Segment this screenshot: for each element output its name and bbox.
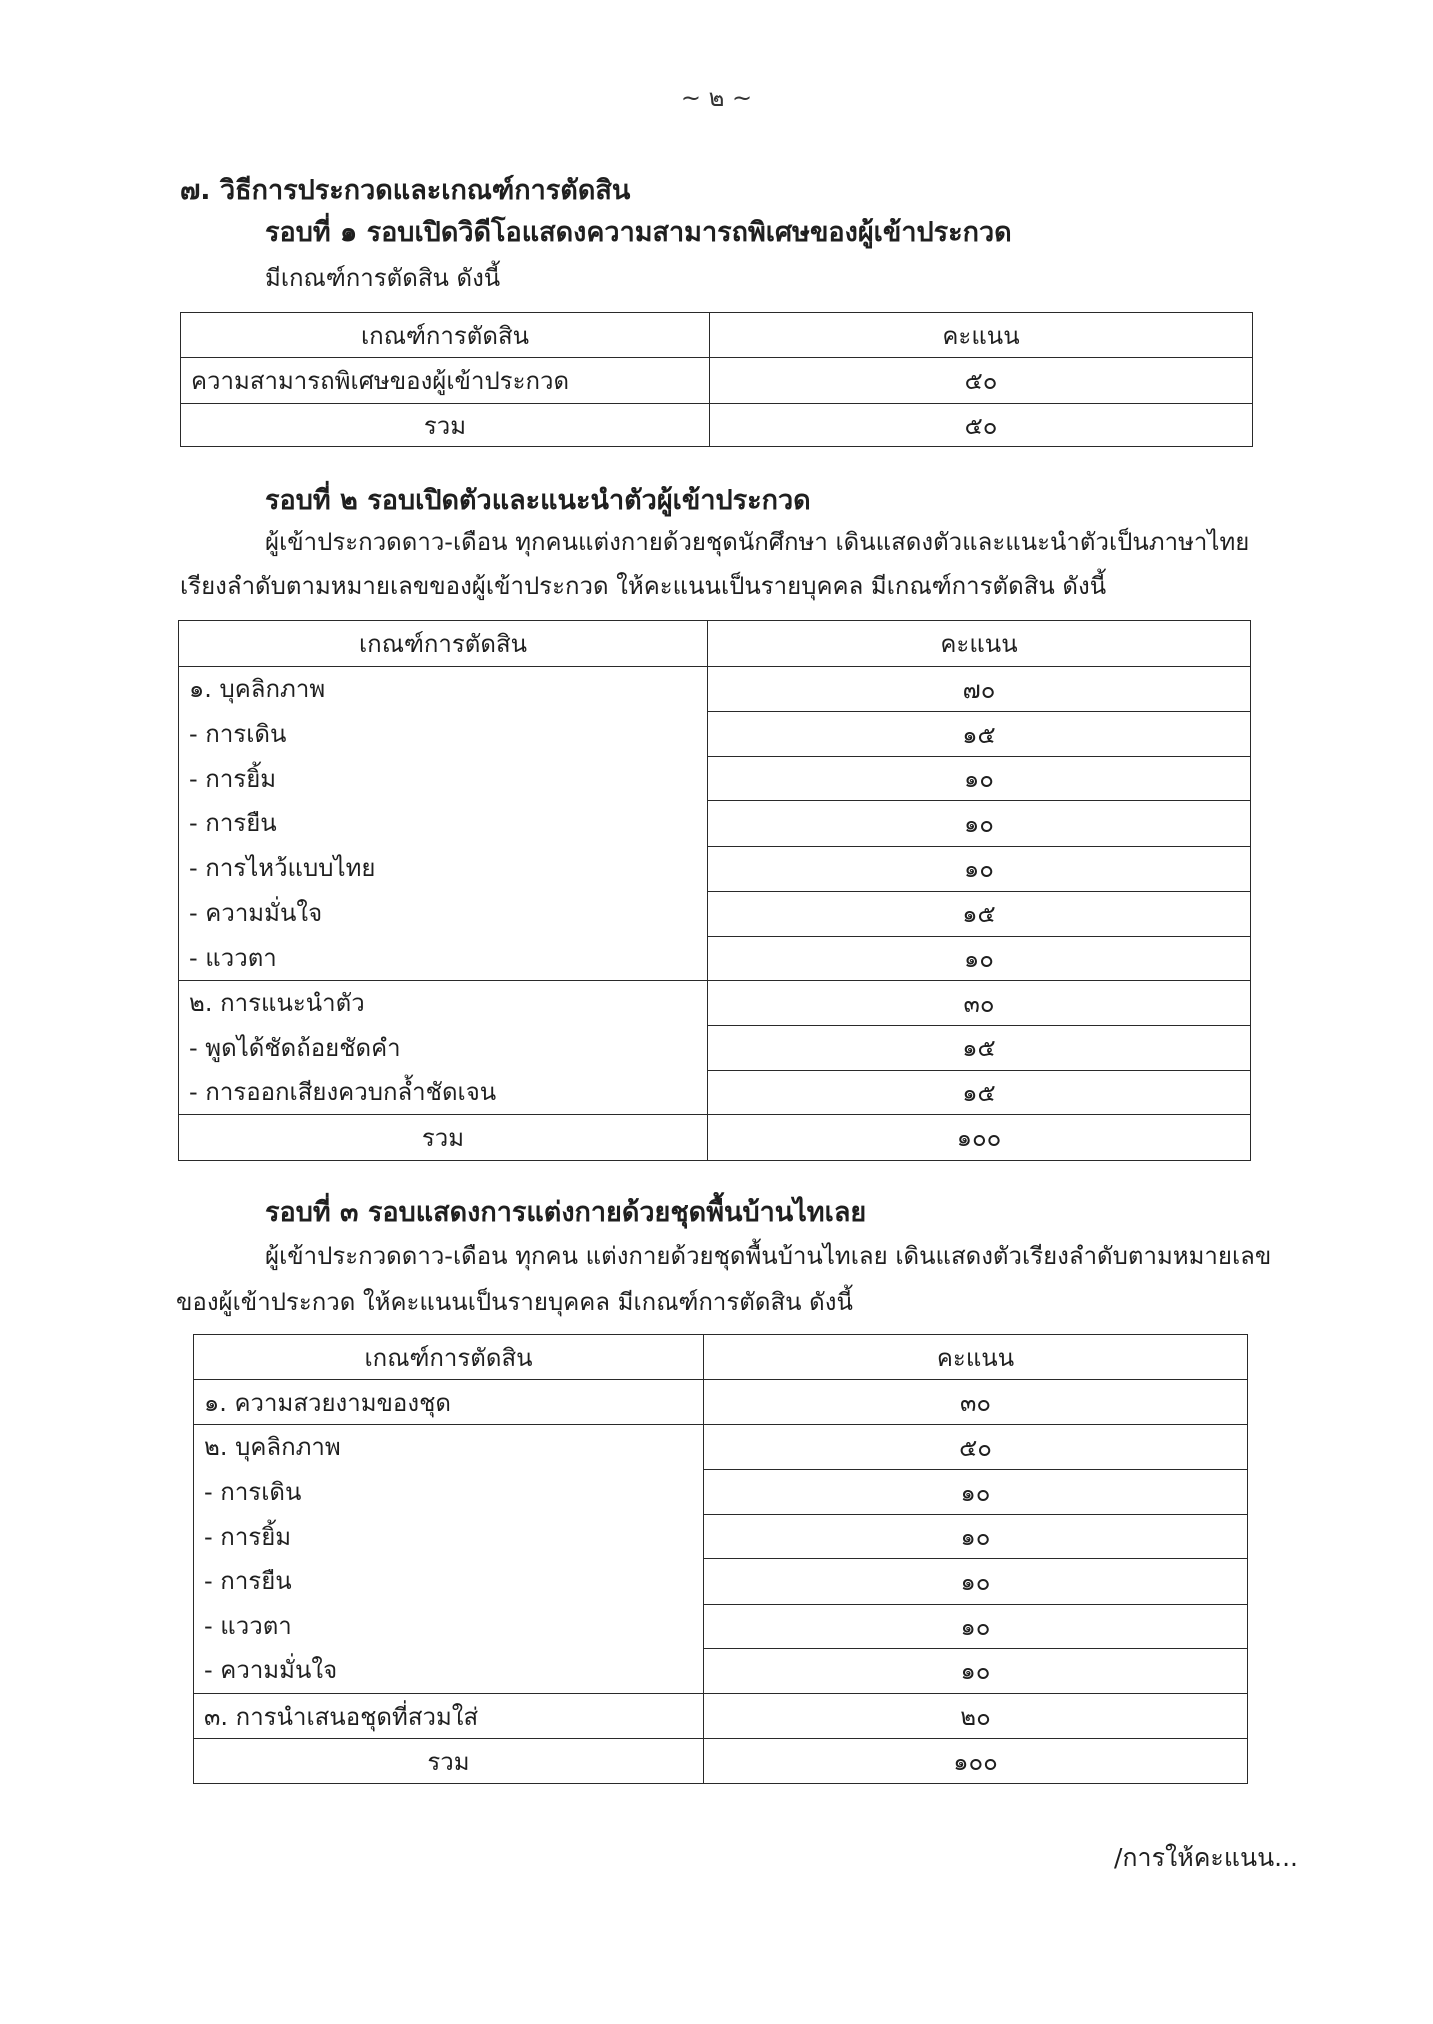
criterion-item: - พูดได้ชัดถ้อยชัดคำ — [189, 1034, 401, 1062]
score-header: คะแนน — [710, 313, 1253, 358]
criterion-cell: ๑. ความสวยงามของชุด — [194, 1380, 704, 1425]
round3-criteria-table — [193, 1334, 1248, 1784]
continuation-note: /การให้คะแนน... — [1114, 1843, 1298, 1872]
score-cell: ๓๐ — [708, 981, 1251, 1026]
criteria-header: เกณฑ์การตัดสิน — [194, 1335, 704, 1380]
score-cell: ๓๐ — [704, 1380, 1248, 1425]
criterion-item: - ความมั่นใจ — [204, 1656, 338, 1684]
score-cell: ๑๐ — [704, 1648, 1248, 1693]
round3-paragraph-line2: ของผู้เข้าประกวด ให้คะแนนเป็นรายบุคคล มีเกณฑ์การตัดสิน ดังนี้ — [176, 1288, 853, 1316]
score-cell: ๑๐ — [704, 1604, 1248, 1648]
criterion-item: - การยืน — [204, 1567, 292, 1595]
criteria-header: เกณฑ์การตัดสิน — [179, 621, 708, 667]
personality-group-cell — [179, 667, 708, 981]
criterion-item: - การยืน — [189, 809, 277, 837]
page-number: ~ ๒ ~ — [680, 84, 753, 112]
score-cell: ๗๐ — [708, 667, 1251, 712]
criterion-cell: ความสามารถพิเศษของผู้เข้าประกวด — [181, 358, 710, 404]
score-cell: ๒๐ — [704, 1694, 1248, 1739]
table-header-row — [179, 621, 1251, 667]
score-cell: ๑๐ — [708, 757, 1251, 801]
introduction-group-cell — [179, 981, 708, 1115]
total-row — [179, 1115, 1251, 1161]
score-header: คะแนน — [708, 621, 1251, 667]
score-cell: ๑๐ — [704, 1515, 1248, 1559]
criterion-item: ๒. การแนะนำตัว — [189, 989, 365, 1017]
score-cell: ๑๐ — [708, 936, 1251, 980]
score-cell: ๕๐ — [704, 1425, 1248, 1470]
total-label: รวม — [179, 1115, 708, 1161]
score-cell: ๑๕ — [708, 1026, 1251, 1070]
round1-criteria-table — [180, 312, 1253, 447]
criterion-item: - การยิ้ม — [204, 1523, 292, 1551]
total-score: ๑๐๐ — [704, 1739, 1248, 1784]
round1-title: รอบที่ ๑ รอบเปิดวิดีโอแสดงความสามารถพิเศษของผู้เข้าประกวด — [265, 217, 1012, 248]
criterion-item: - การไหว้แบบไทย — [189, 854, 376, 882]
round2-paragraph-line1: ผู้เข้าประกวดดาว-เดือน ทุกคนแต่งกายด้วยชุดนักศึกษา เดินแสดงตัวและแนะนำตัวเป็นภาษาไทย — [265, 528, 1250, 556]
criterion-item: ๑. บุคลิกภาพ — [189, 675, 326, 703]
total-row — [181, 404, 1253, 447]
criteria-header: เกณฑ์การตัดสิน — [181, 313, 710, 358]
table-row — [179, 981, 1251, 1026]
round3-title: รอบที่ ๓ รอบแสดงการแต่งกายด้วยชุดพื้นบ้านไทเลย — [265, 1197, 867, 1228]
criterion-item: - แววตา — [204, 1612, 292, 1640]
round2-paragraph-line2: เรียงลำดับตามหมายเลขของผู้เข้าประกวด ให้คะแนนเป็นรายบุคคล มีเกณฑ์การตัดสิน ดังนี้ — [180, 572, 1107, 600]
round2-title: รอบที่ ๒ รอบเปิดตัวและแนะนำตัวผู้เข้าประกวด — [265, 485, 811, 516]
score-header: คะแนน — [704, 1335, 1248, 1380]
criterion-item: - การเดิน — [204, 1478, 302, 1506]
criterion-item: - การยิ้ม — [189, 765, 277, 793]
table-row — [194, 1694, 1248, 1739]
table-row — [194, 1425, 1248, 1470]
table-header-row — [181, 313, 1253, 358]
criterion-item: - การเดิน — [189, 720, 287, 748]
personality-group-cell — [194, 1425, 704, 1694]
table-row — [179, 667, 1251, 712]
criterion-item: - การออกเสียงควบกล้ำชัดเจน — [189, 1078, 497, 1106]
score-cell: ๑๐ — [708, 846, 1251, 891]
score-cell: ๕๐ — [710, 358, 1253, 404]
round2-criteria-table — [178, 620, 1251, 1161]
criterion-cell: ๓. การนำเสนอชุดที่สวมใส่ — [194, 1694, 704, 1739]
round3-paragraph-line1: ผู้เข้าประกวดดาว-เดือน ทุกคน แต่งกายด้วยชุดพื้นบ้านไทเลย เดินแสดงตัวเรียงลำดับตามหมายเลข — [265, 1242, 1272, 1270]
score-cell: ๑๕ — [708, 712, 1251, 757]
total-label: รวม — [181, 404, 710, 447]
table-row — [194, 1380, 1248, 1425]
total-row — [194, 1739, 1248, 1784]
score-cell: ๑๕ — [708, 891, 1251, 936]
round1-intro: มีเกณฑ์การตัดสิน ดังนี้ — [265, 264, 501, 292]
score-cell: ๑๐ — [704, 1470, 1248, 1515]
criterion-item: - ความมั่นใจ — [189, 899, 323, 927]
criterion-item: ๒. บุคลิกภาพ — [204, 1433, 341, 1461]
table-row — [181, 358, 1253, 404]
score-cell: ๑๕ — [708, 1070, 1251, 1114]
total-label: รวม — [194, 1739, 704, 1784]
section-heading: ๗. วิธีการประกวดและเกณฑ์การตัดสิน — [180, 175, 631, 206]
total-score: ๕๐ — [710, 404, 1253, 447]
score-cell: ๑๐ — [704, 1559, 1248, 1604]
total-score: ๑๐๐ — [708, 1115, 1251, 1161]
criterion-item: - แววตา — [189, 944, 277, 972]
table-header-row — [194, 1335, 1248, 1380]
score-cell: ๑๐ — [708, 801, 1251, 846]
